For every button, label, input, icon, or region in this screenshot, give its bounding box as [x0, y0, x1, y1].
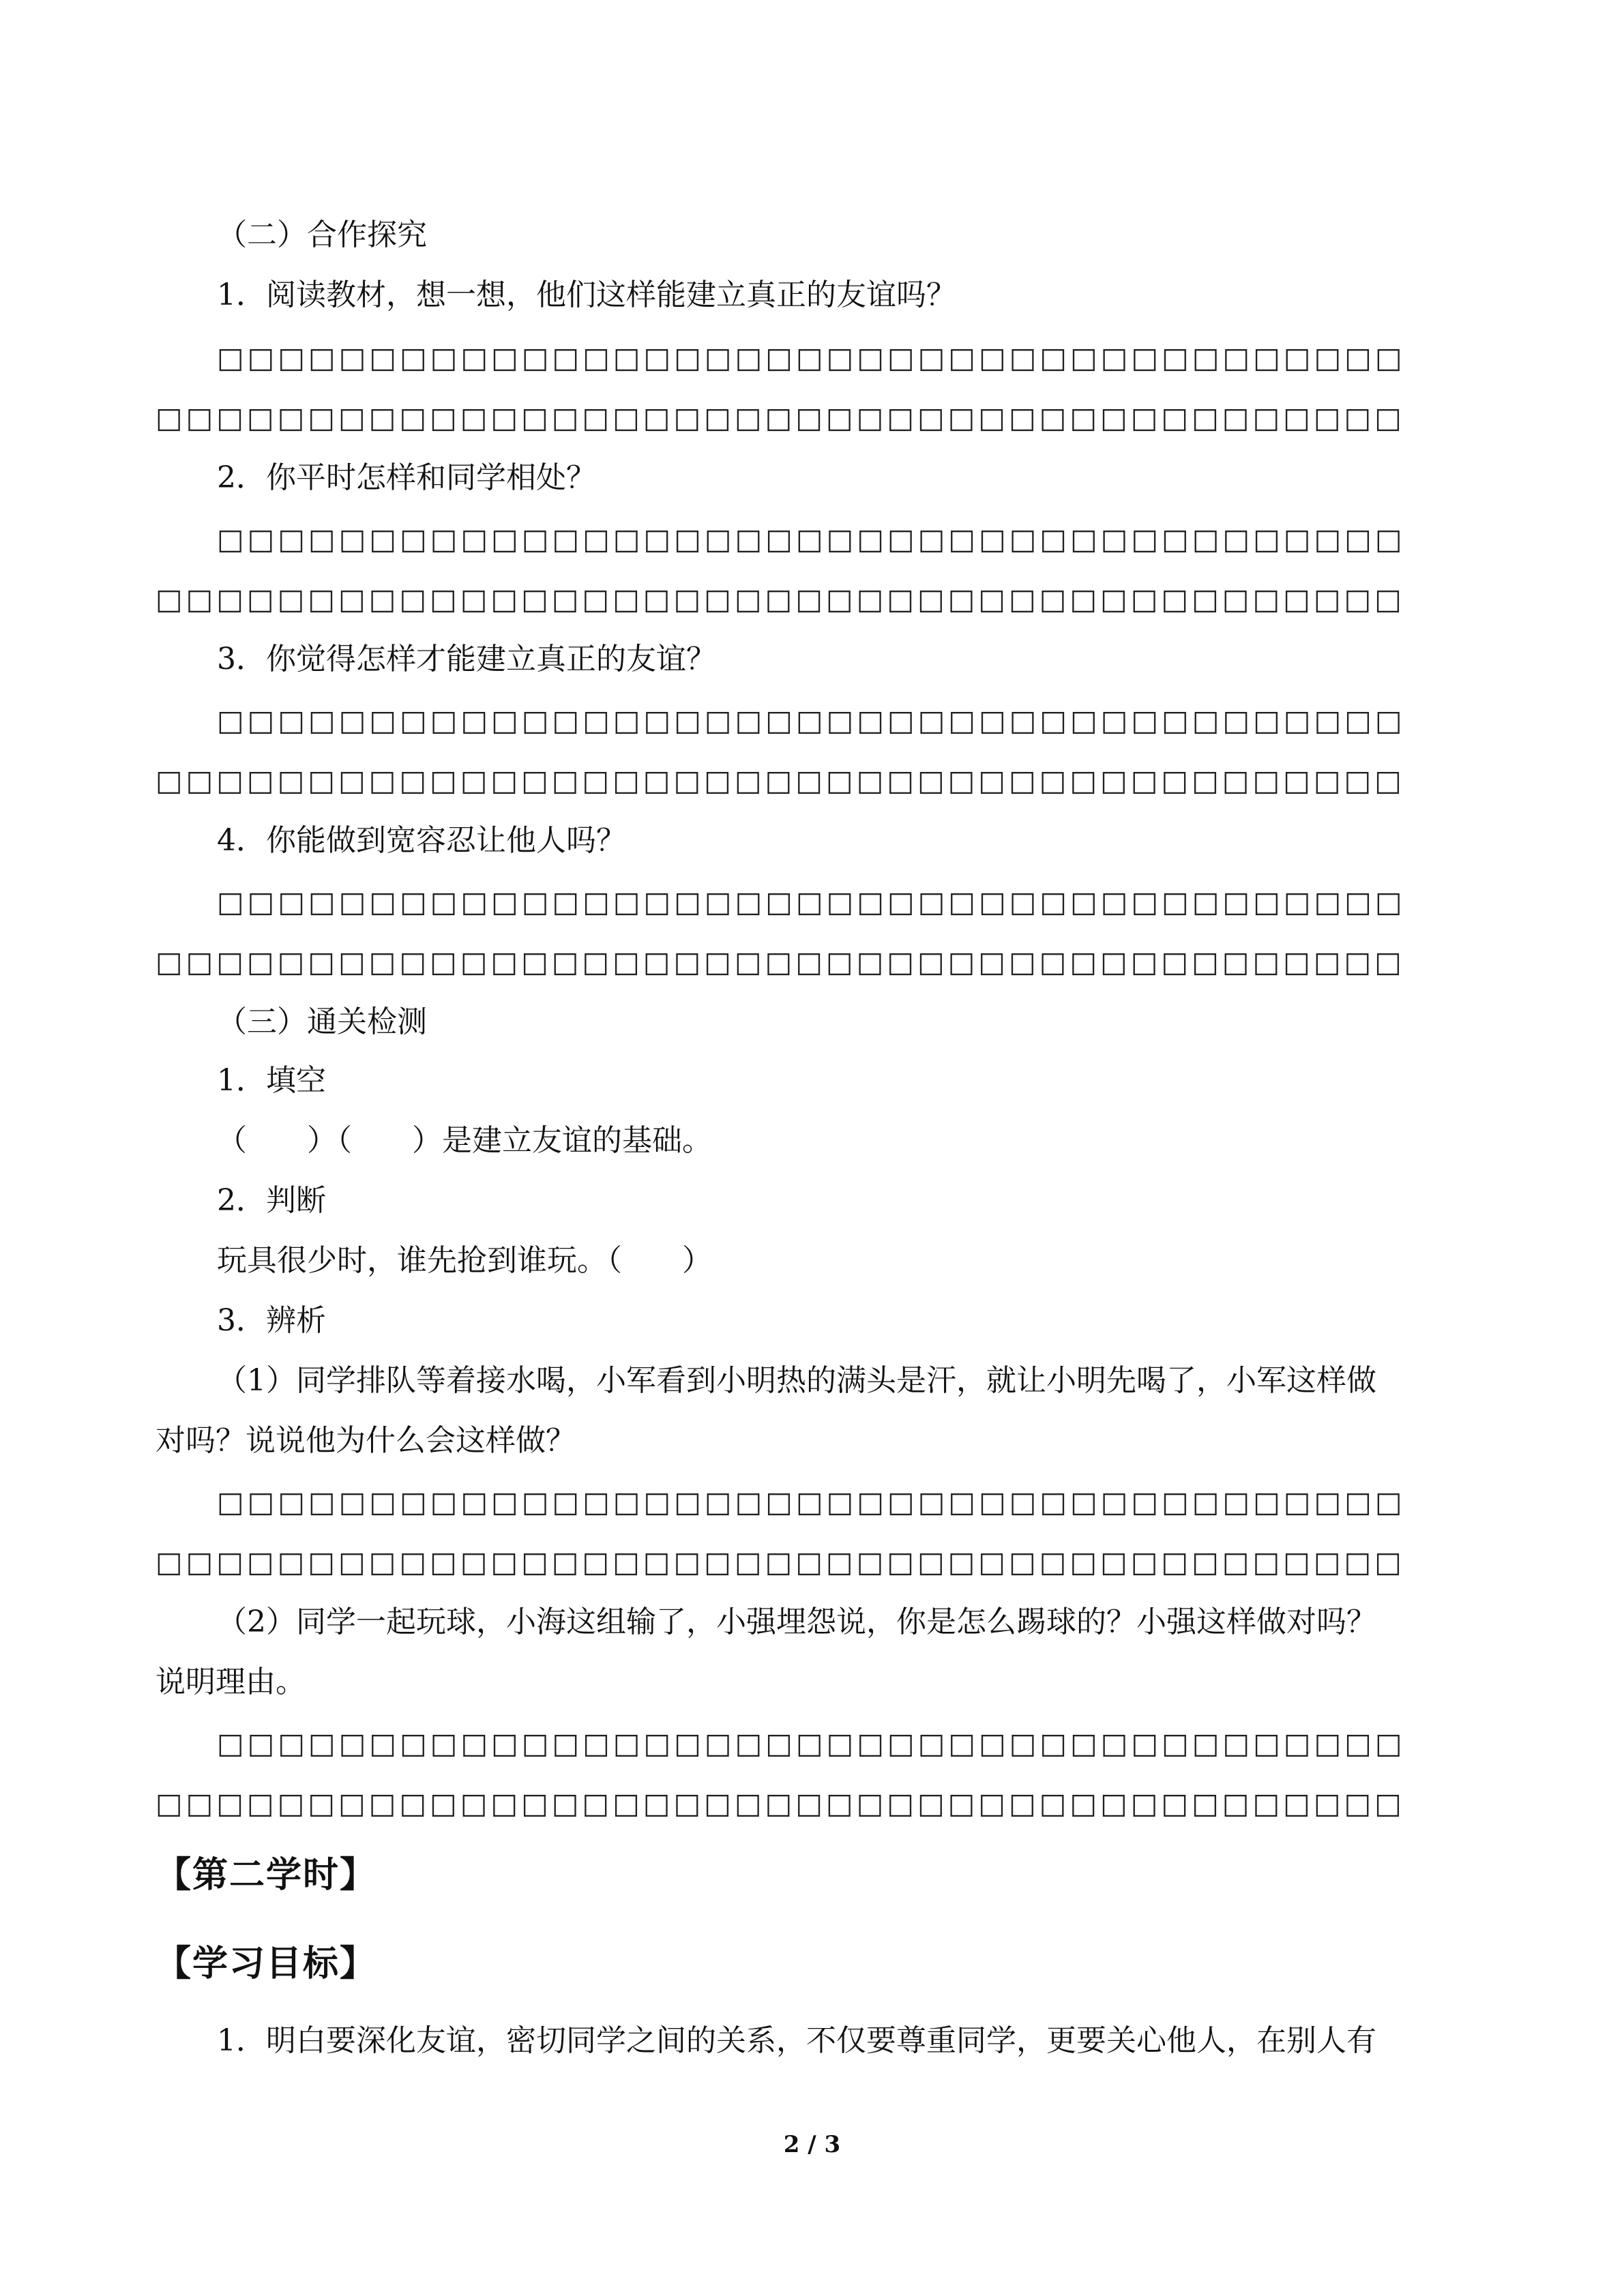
answer-boxes-row: □□□□□□□□□□□□□□□□□□□□□□□□□□□□□□□□□□□□□□□□□ [156, 945, 1405, 979]
page-number: 2 / 3 [783, 2131, 841, 2158]
answer-boxes-row: □□□□□□□□□□□□□□□□□□□□□□□□□□□□□□□□□□□□□□□□□ [156, 1787, 1405, 1820]
question-2: 2．你平时怎样和同学相处？ [217, 460, 596, 495]
section-two-title: （二）合作探究 [217, 218, 427, 252]
section-three-title: （三）通关检测 [217, 1004, 427, 1039]
answer-boxes-row: □□□□□□□□□□□□□□□□□□□□□□□□□□□□□□□□□□□□□□□□□ [156, 401, 1405, 434]
answer-boxes-row: □□□□□□□□□□□□□□□□□□□□□□□□□□□□□□□□□□□□□□□ [217, 1485, 1406, 1519]
question-4: 4．你能做到宽容忍让他人吗？ [217, 823, 626, 858]
analysis-title: 3．辨析 [217, 1303, 326, 1338]
answer-boxes-row: □□□□□□□□□□□□□□□□□□□□□□□□□□□□□□□□□□□□□□□□□ [156, 764, 1405, 797]
analysis-2-line-1: （2）同学一起玩球，小海这组输了，小强埋怨说，你是怎么踢球的？小强这样做对吗？ [217, 1605, 1376, 1639]
answer-boxes-row: □□□□□□□□□□□□□□□□□□□□□□□□□□□□□□□□□□□□□□□ [217, 1727, 1406, 1760]
lesson-two-heading: 【第二学时】 [156, 1855, 377, 1896]
fill-in-title: 1．填空 [217, 1063, 326, 1098]
analysis-2-line-2: 说明理由。 [156, 1665, 306, 1699]
answer-boxes-row: □□□□□□□□□□□□□□□□□□□□□□□□□□□□□□□□□□□□□□□□□ [156, 582, 1405, 616]
answer-boxes-row: □□□□□□□□□□□□□□□□□□□□□□□□□□□□□□□□□□□□□□□ [217, 522, 1406, 556]
analysis-1-line-2: 对吗？说说他为什么会这样做？ [156, 1423, 576, 1458]
learning-goals-heading: 【学习目标】 [156, 1943, 377, 1984]
answer-boxes-row: □□□□□□□□□□□□□□□□□□□□□□□□□□□□□□□□□□□□□□□ [217, 885, 1406, 919]
fill-in-item: （ ）（ ）是建立友谊的基础。 [217, 1123, 712, 1158]
judge-title: 2．判断 [217, 1183, 326, 1218]
question-1: 1．阅读教材，想一想，他们这样能建立真正的友谊吗？ [217, 278, 956, 312]
answer-boxes-row: □□□□□□□□□□□□□□□□□□□□□□□□□□□□□□□□□□□□□□□□□ [156, 1545, 1405, 1579]
goal-1: 1．明白要深化友谊，密切同学之间的关系，不仅要尊重同学，更要关心他人，在别人有 [217, 2023, 1376, 2058]
question-3: 3．你觉得怎样才能建立真正的友谊？ [217, 642, 716, 676]
answer-boxes-row: □□□□□□□□□□□□□□□□□□□□□□□□□□□□□□□□□□□□□□□ [217, 341, 1406, 374]
analysis-1-line-1: （1）同学排队等着接水喝，小军看到小明热的满头是汗，就让小明先喝了，小军这样做 [217, 1363, 1376, 1398]
judge-item: 玩具很少时，谁先抢到谁玩。（ ） [217, 1243, 712, 1278]
answer-boxes-row: □□□□□□□□□□□□□□□□□□□□□□□□□□□□□□□□□□□□□□□ [217, 704, 1406, 737]
